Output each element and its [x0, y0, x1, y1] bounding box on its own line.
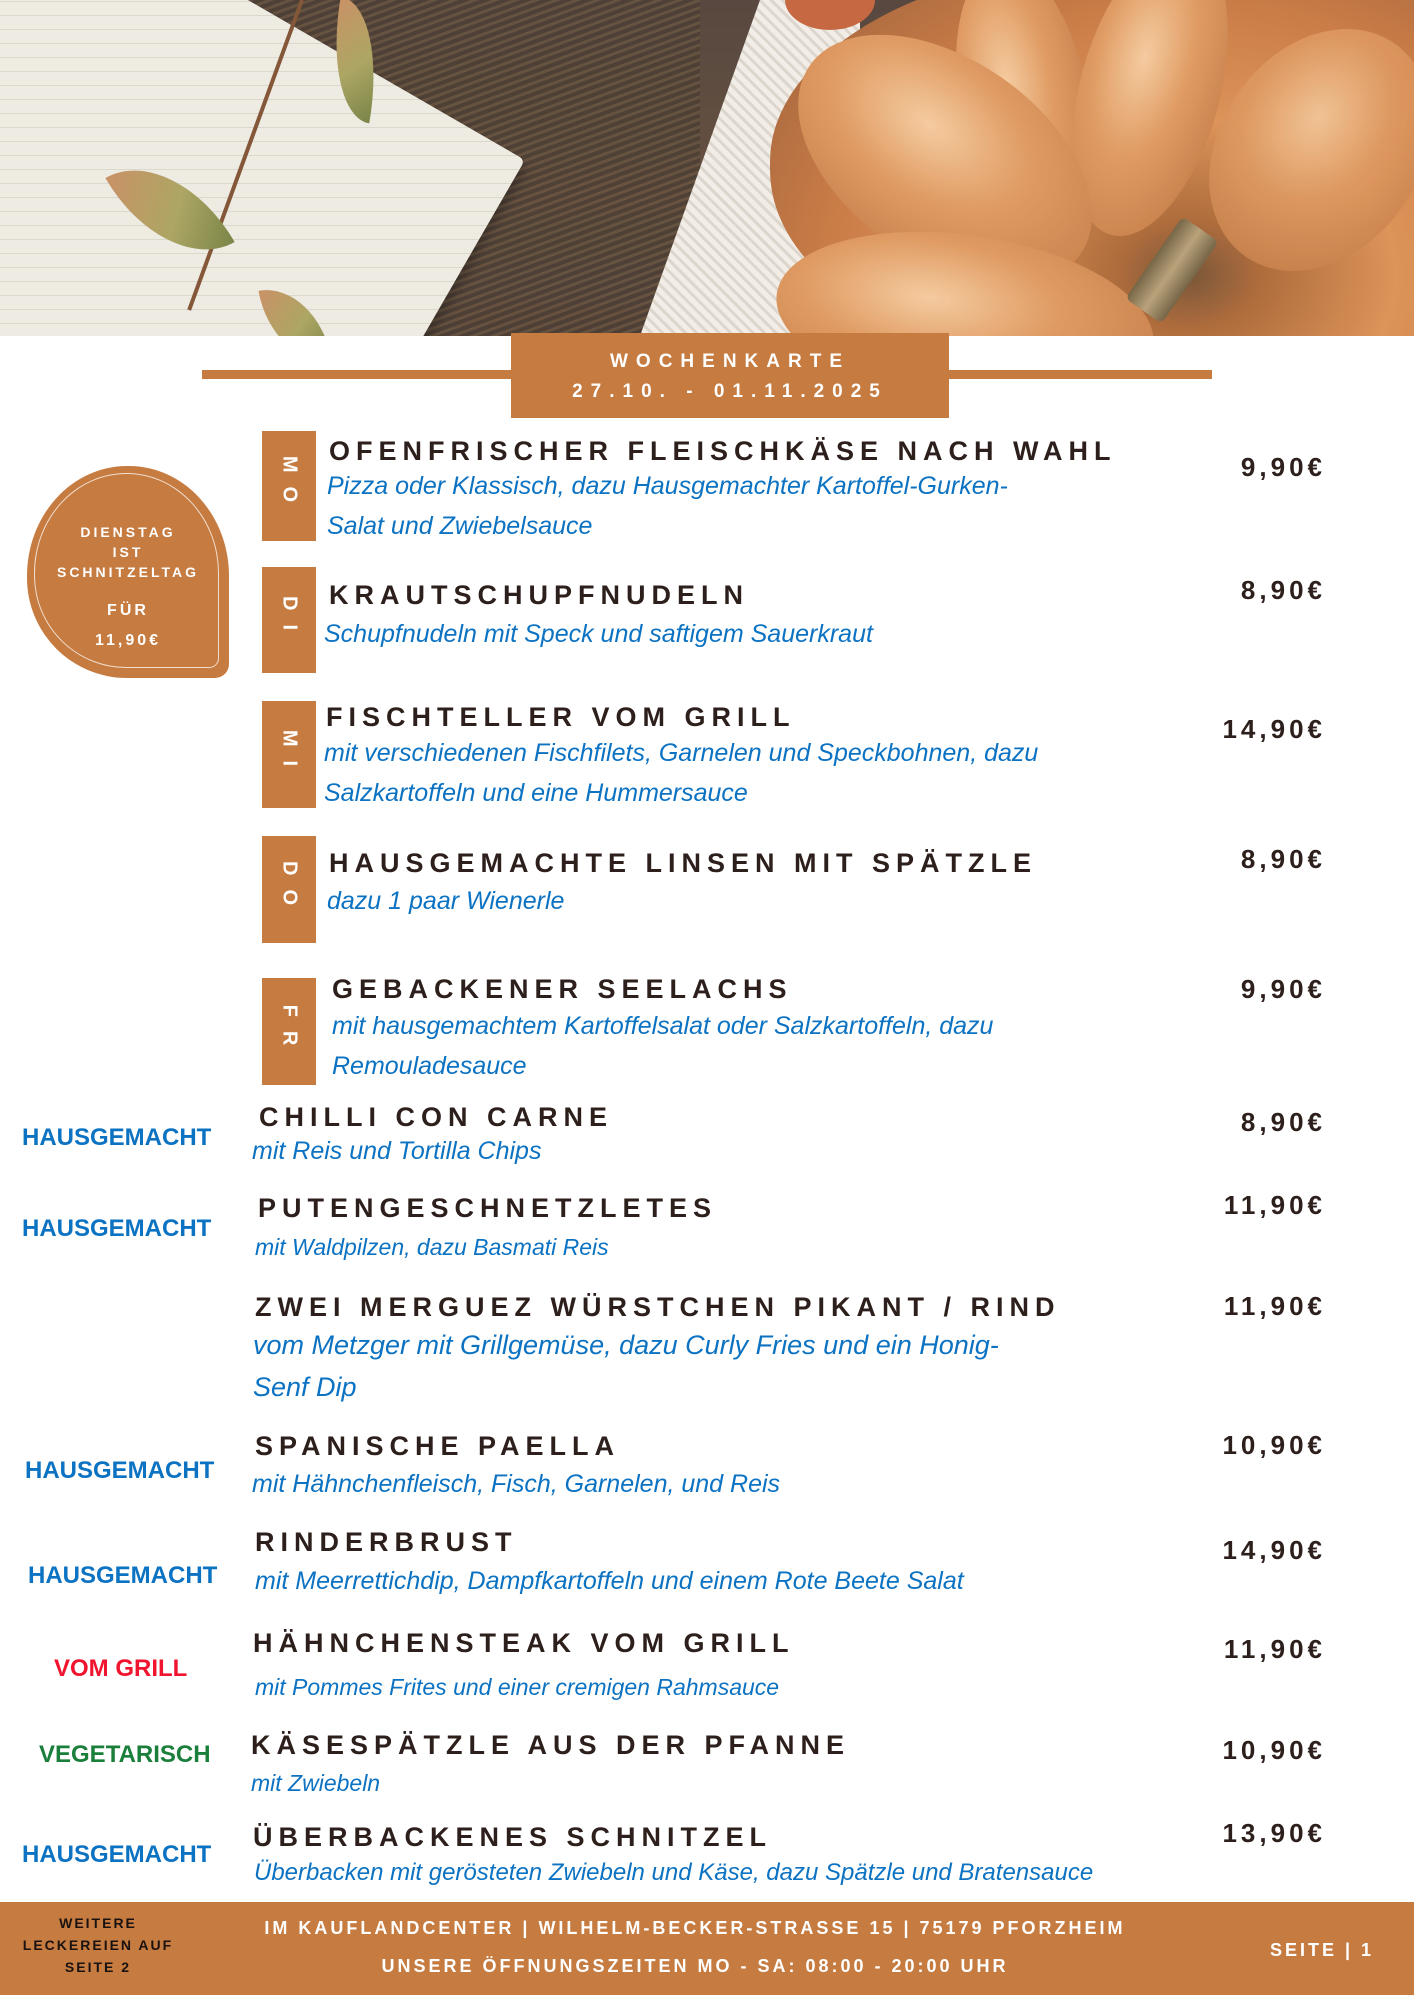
dish-description: mit Meerrettichdip, Dampfkartoffeln und einem Rote Beete Salat — [255, 1567, 964, 1595]
day-tab-mi: MI — [262, 701, 316, 808]
label-hausgemacht: HAUSGEMACHT — [22, 1841, 212, 1868]
more-on-page-2-note: WEITERE LECKEREIEN AUF SEITE 2 — [22, 1915, 174, 1975]
dish-price: 9,90€ — [1240, 452, 1326, 482]
dish-description: mit verschiedenen Fischfilets, Garnelen und Speckbohnen, dazu — [324, 739, 1039, 767]
dish-description: mit Waldpilzen, dazu Basmati Reis — [255, 1234, 609, 1260]
dish-description: mit Hähnchenfleisch, Fisch, Garnelen, und Reis — [252, 1470, 781, 1498]
dish-description: Remouladesauce — [332, 1052, 527, 1080]
page-title: WOCHENKARTE — [610, 351, 850, 372]
dish-description: dazu 1 paar Wienerle — [327, 887, 565, 915]
address-text: IM KAUFLANDCENTER | WILHELM-BECKER-STRASSE 15 | 75179 PFORZHEIM — [264, 1918, 1126, 1938]
label-hausgemacht: HAUSGEMACHT — [28, 1562, 218, 1589]
dish-price: 8,90€ — [1240, 575, 1326, 605]
label-hausgemacht: HAUSGEMACHT — [22, 1124, 212, 1151]
dish-price: 8,90€ — [1240, 844, 1326, 874]
dish-price: 11,90€ — [1223, 1291, 1326, 1321]
dish-title: CHILLI CON CARNE — [259, 1102, 613, 1132]
day-tab-do: DO — [262, 836, 316, 943]
dish-description: Pizza oder Klassisch, dazu Hausgemachter Kartoffel-Gurken- — [327, 472, 1008, 500]
opening-hours-text: UNSERE ÖFFNUNGSZEITEN MO - SA: 08:00 - 20:00 UHR — [381, 1956, 1009, 1976]
dish-price: 10,90€ — [1222, 1430, 1326, 1460]
footer-bar — [0, 1902, 1414, 1995]
dish-price: 13,90€ — [1222, 1818, 1326, 1848]
dish-price: 14,90€ — [1222, 714, 1326, 744]
dish-description: Senf Dip — [253, 1372, 357, 1402]
dish-description: Überbacken mit gerösteten Zwiebeln und Käse, dazu Spätzle und Bratensauce — [254, 1859, 1094, 1886]
day-tab-fr: FR — [262, 978, 316, 1085]
dish-title: RINDERBRUST — [255, 1527, 518, 1557]
dish-description: mit Zwiebeln — [251, 1770, 381, 1796]
dish-description: Schupfnudeln mit Speck und saftigem Sauerkraut — [324, 620, 873, 648]
schnitzeltag-badge: DIENSTAG IST SCHNITZELTAG FÜR 11,90€ — [27, 466, 229, 678]
page-number: SEITE | 1 — [1269, 1940, 1374, 1960]
dish-title: GEBACKENER SEELACHS — [332, 974, 793, 1004]
dish-description: Salat und Zwiebelsauce — [327, 512, 593, 540]
dish-title: ZWEI MERGUEZ WÜRSTCHEN PIKANT / RIND — [255, 1292, 1061, 1322]
dish-description: vom Metzger mit Grillgemüse, dazu Curly Fries und ein Honig- — [253, 1330, 999, 1360]
dish-price: 8,90€ — [1240, 1107, 1326, 1137]
label-vom-grill: VOM GRILL — [54, 1655, 188, 1682]
dish-title: HAUSGEMACHTE LINSEN MIT SPÄTZLE — [329, 848, 1038, 878]
dish-title: FISCHTELLER VOM GRILL — [326, 702, 796, 732]
day-tab-di: DI — [262, 567, 316, 673]
day-tab-mo: MO — [262, 431, 316, 541]
dish-price: 11,90€ — [1223, 1634, 1326, 1664]
dish-title: KÄSESPÄTZLE AUS DER PFANNE — [251, 1730, 851, 1760]
dish-title: KRAUTSCHUPFNUDELN — [329, 580, 749, 610]
dish-title: HÄHNCHENSTEAK VOM GRILL — [253, 1628, 795, 1658]
dish-price: 14,90€ — [1222, 1535, 1326, 1565]
dish-description: mit Pommes Frites und einer cremigen Rahmsauce — [255, 1674, 780, 1700]
label-vegetarisch: VEGETARISCH — [39, 1741, 211, 1768]
date-range: 27.10. - 01.11.2025 — [572, 381, 888, 402]
dish-description: Salzkartoffeln und eine Hummersauce — [324, 779, 748, 807]
dish-description: mit hausgemachtem Kartoffelsalat oder Salzkartoffeln, dazu — [332, 1012, 994, 1040]
title-banner — [511, 333, 949, 418]
dish-price: 10,90€ — [1222, 1735, 1326, 1765]
dish-title: OFENFRISCHER FLEISCHKÄSE NACH WAHL — [329, 436, 1117, 466]
dish-description: mit Reis und Tortilla Chips — [252, 1137, 542, 1165]
header-photo-autumn-pumpkin — [0, 0, 1414, 336]
label-hausgemacht: HAUSGEMACHT — [22, 1215, 212, 1242]
dish-title: PUTENGESCHNETZLETES — [258, 1193, 718, 1223]
dish-title: SPANISCHE PAELLA — [255, 1431, 621, 1461]
dish-title: ÜBERBACKENES SCHNITZEL — [253, 1822, 773, 1852]
dish-price: 9,90€ — [1240, 974, 1326, 1004]
dish-price: 11,90€ — [1223, 1190, 1326, 1220]
label-hausgemacht: HAUSGEMACHT — [25, 1457, 215, 1484]
